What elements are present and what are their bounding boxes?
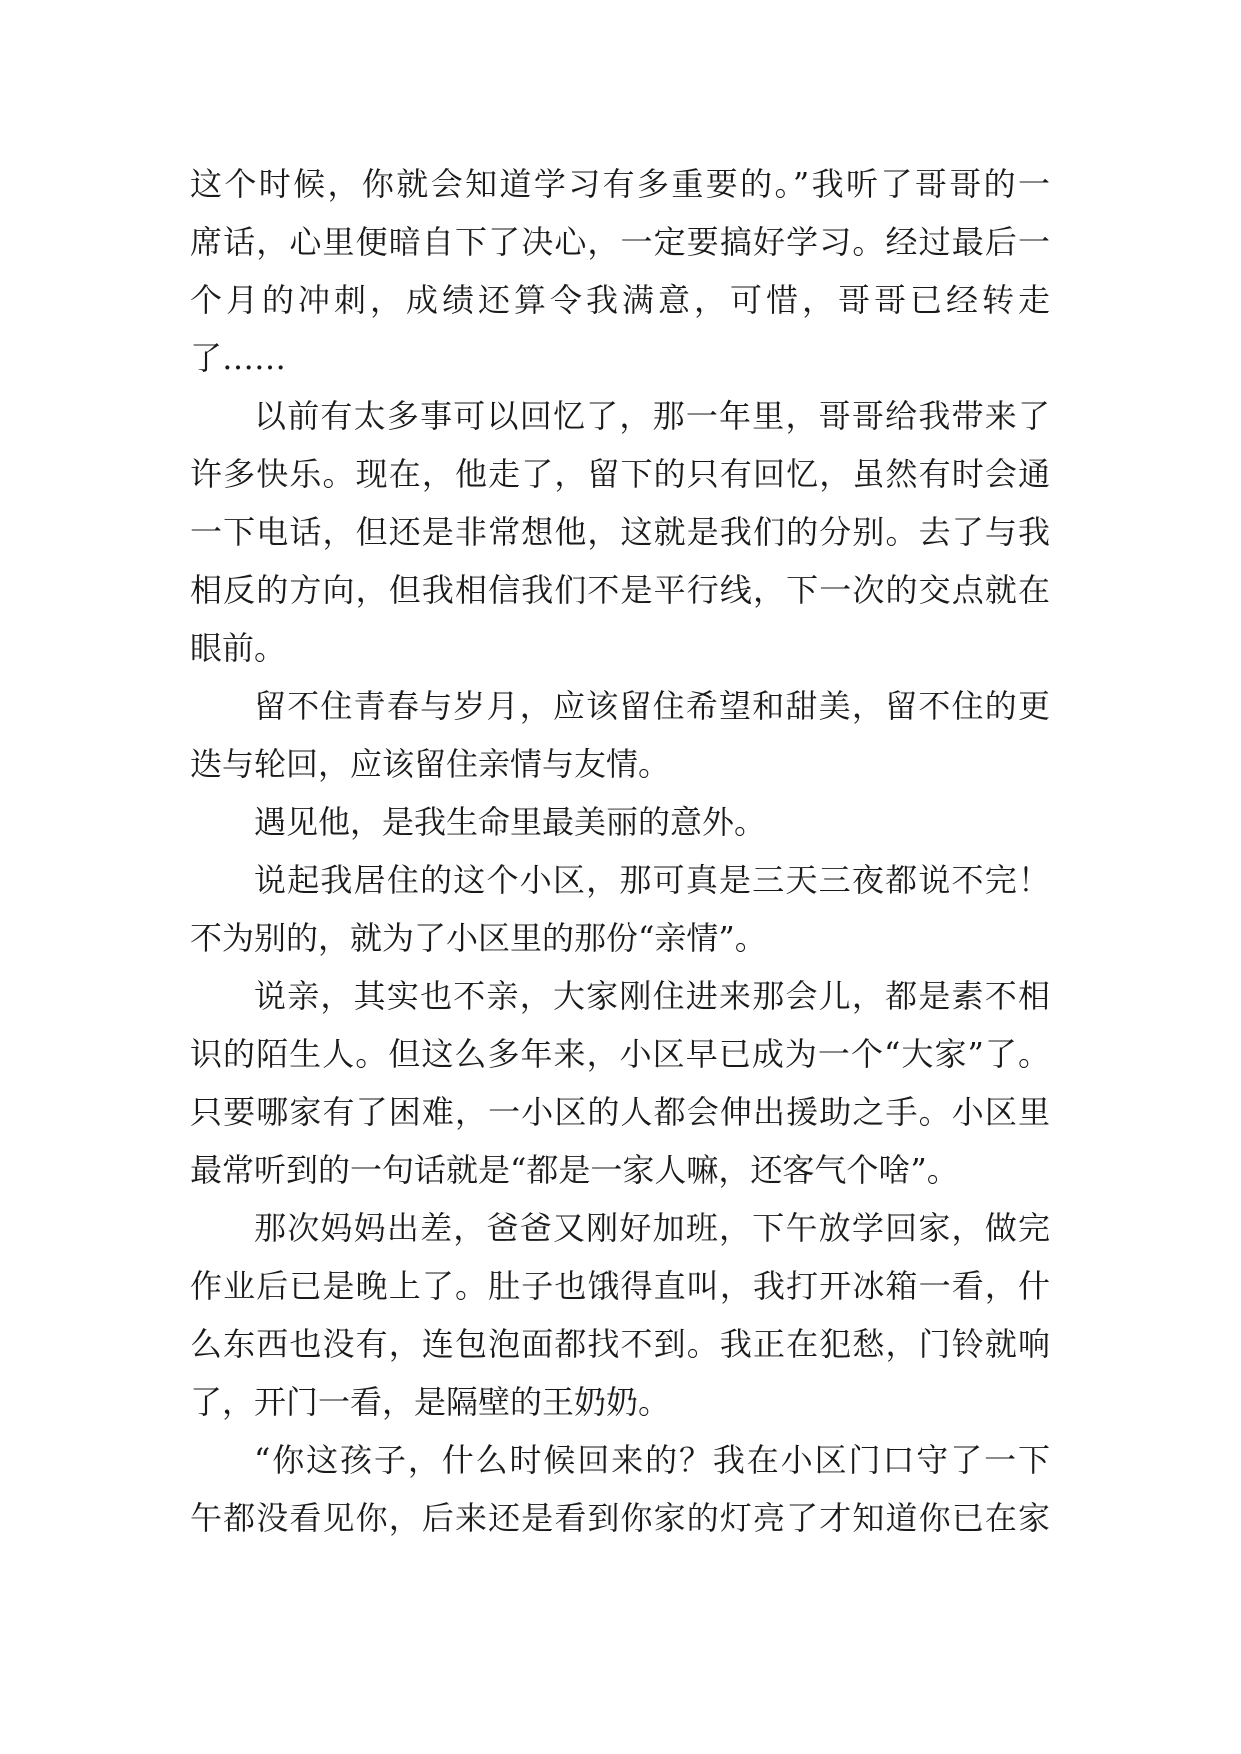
text-line: 午都没看见你，后来还是看到你家的灯亮了才知道你已在家 <box>190 1499 1050 1537</box>
paragraph <box>190 967 1050 1199</box>
text-line: 眼前。 <box>190 629 287 667</box>
paragraph <box>190 1199 1050 1431</box>
text-line: 这个时候，你就会知道学习有多重要的。”我听了哥哥的一 <box>190 165 1050 203</box>
text-line: 遇见他，是我生命里最美丽的意外。 <box>254 803 767 841</box>
text-line: 最常听到的一句话就是“都是一家人嘛，还客气个啥”。 <box>190 1151 959 1189</box>
text-line: 了，开门一看，是隔壁的王奶奶。 <box>190 1383 671 1421</box>
paragraph <box>190 793 1050 851</box>
text-line: 了…… <box>190 339 287 377</box>
text-line: 一下电话，但还是非常想他，这就是我们的分别。去了与我 <box>190 513 1050 551</box>
text-line: 不为别的，就为了小区里的那份“亲情”。 <box>190 919 767 957</box>
paragraph <box>190 1431 1050 1547</box>
text-line: 作业后已是晚上了。肚子也饿得直叫，我打开冰箱一看，什 <box>190 1267 1050 1305</box>
text-line: “你这孩子，什么时候回来的？我在小区门口守了一下 <box>254 1441 1050 1479</box>
text-line: 以前有太多事可以回忆了，那一年里，哥哥给我带来了 <box>254 397 1050 435</box>
paragraph <box>190 851 1050 967</box>
text-line: 说起我居住的这个小区，那可真是三天三夜都说不完！ <box>254 861 1050 899</box>
text-line: 只要哪家有了困难，一小区的人都会伸出援助之手。小区里 <box>190 1093 1050 1131</box>
text-line: 识的陌生人。但这么多年来，小区早已成为一个“大家”了。 <box>190 1035 1050 1073</box>
paragraph <box>190 155 1050 387</box>
body-text <box>190 155 1050 1547</box>
text-line: 许多快乐。现在，他走了，留下的只有回忆，虽然有时会通 <box>190 455 1050 493</box>
text-line: 么东西也没有，连包泡面都找不到。我正在犯愁，门铃就响 <box>190 1325 1050 1363</box>
paragraph <box>190 677 1050 793</box>
text-line: 说亲，其实也不亲，大家刚住进来那会儿，都是素不相 <box>254 977 1050 1015</box>
text-line: 席话，心里便暗自下了决心，一定要搞好学习。经过最后一 <box>190 223 1050 261</box>
text-line: 相反的方向，但我相信我们不是平行线，下一次的交点就在 <box>190 571 1050 609</box>
text-line: 那次妈妈出差，爸爸又刚好加班，下午放学回家，做完 <box>254 1209 1050 1247</box>
paragraph <box>190 387 1050 677</box>
text-line: 个月的冲刺，成绩还算令我满意，可惜，哥哥已经转走 <box>190 281 1050 319</box>
text-line: 留不住青春与岁月，应该留住希望和甜美，留不住的更 <box>254 687 1050 725</box>
text-line: 迭与轮回，应该留住亲情与友情。 <box>190 745 671 783</box>
